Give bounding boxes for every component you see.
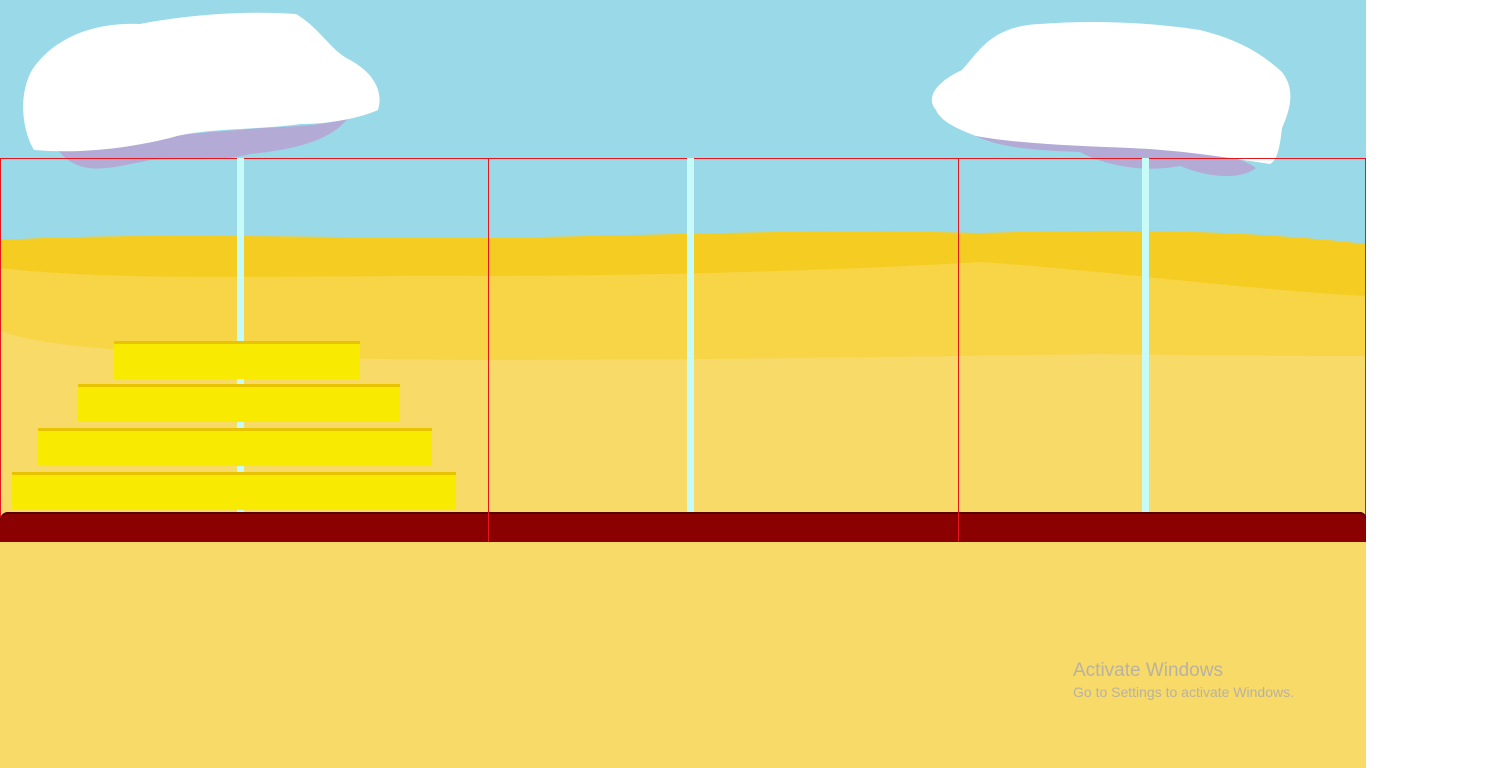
base-right — [959, 512, 1366, 542]
rod-middle — [687, 158, 694, 515]
watermark-subtitle: Go to Settings to activate Windows. — [1073, 684, 1294, 700]
rod-right — [1142, 158, 1149, 515]
disk-4-largest[interactable] — [12, 472, 456, 510]
disk-3[interactable] — [38, 428, 432, 466]
peg-zone-right[interactable] — [958, 158, 1366, 542]
peg-zone-middle[interactable] — [488, 158, 959, 542]
watermark-title: Activate Windows — [1073, 660, 1223, 681]
disk-2[interactable] — [78, 384, 400, 422]
disk-1-smallest[interactable] — [114, 341, 360, 379]
base-middle — [489, 512, 958, 542]
base-left — [0, 512, 488, 542]
activation-watermark — [1073, 660, 1294, 702]
